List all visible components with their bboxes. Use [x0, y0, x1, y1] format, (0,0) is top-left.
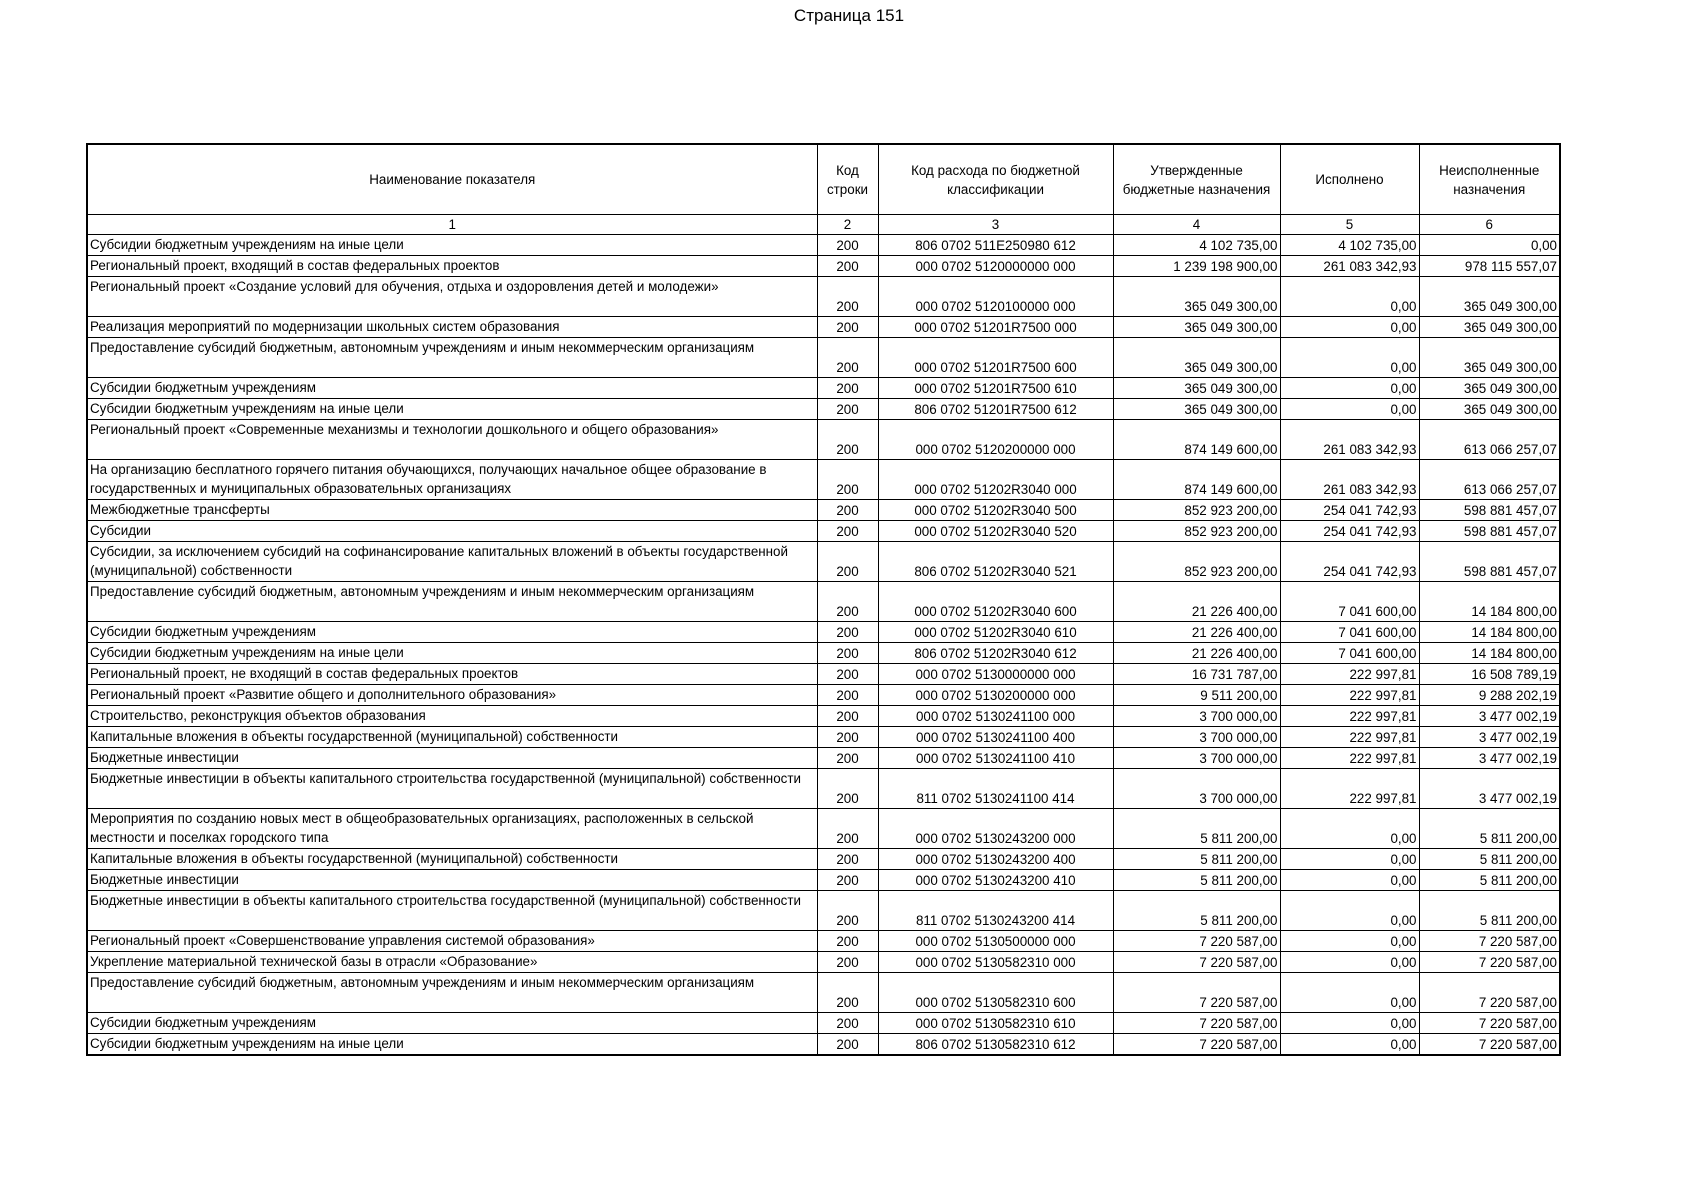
row-name: На организацию бесплатного горячего питания обучающихся, получающих начальное общее образование в государственных и муниципальных образовательных организациях — [87, 460, 817, 500]
row-name: Субсидии бюджетным учреждениям — [87, 378, 817, 399]
row-name: Капитальные вложения в объекты государственной (муниципальной) собственности — [87, 727, 817, 748]
table-row — [87, 317, 1560, 338]
row-name: Субсидии бюджетным учреждениям на иные цели — [87, 643, 817, 664]
row-classification-code: 000 0702 5130500000 000 — [878, 931, 1113, 952]
row-unexecuted: 7 220 587,00 — [1419, 952, 1560, 973]
row-name: Субсидии бюджетным учреждениям — [87, 1013, 817, 1034]
page-header: Страница 151 — [793, 6, 905, 25]
row-unexecuted: 5 811 200,00 — [1419, 870, 1560, 891]
row-name: Бюджетные инвестиции в объекты капитального строительства государственной (муниципальной) собственности — [87, 769, 817, 809]
row-line-code: 200 — [817, 338, 878, 378]
row-unexecuted: 365 049 300,00 — [1419, 277, 1560, 317]
column-header-unexecuted: Неисполненные назначения — [1419, 144, 1560, 215]
row-line-code: 200 — [817, 277, 878, 317]
row-approved: 874 149 600,00 — [1113, 460, 1280, 500]
row-line-code: 200 — [817, 399, 878, 420]
column-header-name: Наименование показателя — [87, 144, 817, 215]
row-classification-code: 000 0702 5130243200 400 — [878, 849, 1113, 870]
row-executed: 7 041 600,00 — [1280, 622, 1419, 643]
row-approved: 9 511 200,00 — [1113, 685, 1280, 706]
row-unexecuted: 978 115 557,07 — [1419, 256, 1560, 277]
row-executed: 0,00 — [1280, 931, 1419, 952]
row-classification-code: 000 0702 5130241100 410 — [878, 748, 1113, 769]
row-executed: 0,00 — [1280, 399, 1419, 420]
row-approved: 5 811 200,00 — [1113, 891, 1280, 931]
row-name: Субсидии бюджетным учреждениям на иные цели — [87, 1034, 817, 1056]
row-line-code: 200 — [817, 973, 878, 1013]
table-row — [87, 727, 1560, 748]
row-classification-code: 000 0702 5130582310 600 — [878, 973, 1113, 1013]
row-approved: 21 226 400,00 — [1113, 582, 1280, 622]
row-executed: 222 997,81 — [1280, 769, 1419, 809]
row-executed: 261 083 342,93 — [1280, 420, 1419, 460]
row-approved: 3 700 000,00 — [1113, 706, 1280, 727]
row-approved: 7 220 587,00 — [1113, 973, 1280, 1013]
column-number: 4 — [1113, 215, 1280, 235]
row-executed: 222 997,81 — [1280, 706, 1419, 727]
row-name: Реализация мероприятий по модернизации школьных систем образования — [87, 317, 817, 338]
table-row — [87, 582, 1560, 622]
row-approved: 21 226 400,00 — [1113, 622, 1280, 643]
row-executed: 254 041 742,93 — [1280, 521, 1419, 542]
table-row — [87, 235, 1560, 256]
row-executed: 0,00 — [1280, 891, 1419, 931]
row-approved: 3 700 000,00 — [1113, 727, 1280, 748]
row-unexecuted: 7 220 587,00 — [1419, 931, 1560, 952]
row-unexecuted: 3 477 002,19 — [1419, 769, 1560, 809]
table-row — [87, 706, 1560, 727]
table-row — [87, 622, 1560, 643]
row-name: Региональный проект «Развитие общего и дополнительного образования» — [87, 685, 817, 706]
table-body — [87, 235, 1560, 1056]
row-unexecuted: 613 066 257,07 — [1419, 460, 1560, 500]
row-approved: 365 049 300,00 — [1113, 378, 1280, 399]
row-unexecuted: 7 220 587,00 — [1419, 973, 1560, 1013]
row-unexecuted: 365 049 300,00 — [1419, 317, 1560, 338]
row-line-code: 200 — [817, 460, 878, 500]
row-unexecuted: 14 184 800,00 — [1419, 582, 1560, 622]
row-executed: 254 041 742,93 — [1280, 500, 1419, 521]
row-name: Межбюджетные трансферты — [87, 500, 817, 521]
row-unexecuted: 0,00 — [1419, 235, 1560, 256]
row-name: Бюджетные инвестиции — [87, 870, 817, 891]
table-row — [87, 809, 1560, 849]
row-name: Региональный проект, не входящий в состав федеральных проектов — [87, 664, 817, 685]
row-line-code: 200 — [817, 643, 878, 664]
row-line-code: 200 — [817, 235, 878, 256]
row-approved: 852 923 200,00 — [1113, 542, 1280, 582]
row-unexecuted: 3 477 002,19 — [1419, 727, 1560, 748]
row-unexecuted: 16 508 789,19 — [1419, 664, 1560, 685]
row-classification-code: 000 0702 5130241100 400 — [878, 727, 1113, 748]
row-executed: 0,00 — [1280, 870, 1419, 891]
row-name: Предоставление субсидий бюджетным, автономным учреждениям и иным некоммерческим организациям — [87, 338, 817, 378]
table-row — [87, 420, 1560, 460]
table-row — [87, 769, 1560, 809]
row-line-code: 200 — [817, 420, 878, 460]
row-classification-code: 806 0702 51202R3040 612 — [878, 643, 1113, 664]
row-line-code: 200 — [817, 1013, 878, 1034]
row-name: Мероприятия по созданию новых мест в общеобразовательных организациях, расположенных в сельской местности и поселках городского типа — [87, 809, 817, 849]
row-classification-code: 000 0702 51202R3040 520 — [878, 521, 1113, 542]
row-classification-code: 000 0702 5130582310 610 — [878, 1013, 1113, 1034]
row-approved: 4 102 735,00 — [1113, 235, 1280, 256]
row-classification-code: 000 0702 5130243200 410 — [878, 870, 1113, 891]
table-row — [87, 542, 1560, 582]
table-row — [87, 973, 1560, 1013]
row-classification-code: 806 0702 51201R7500 612 — [878, 399, 1113, 420]
row-approved: 21 226 400,00 — [1113, 643, 1280, 664]
row-executed: 222 997,81 — [1280, 727, 1419, 748]
row-classification-code: 000 0702 5130000000 000 — [878, 664, 1113, 685]
row-unexecuted: 5 811 200,00 — [1419, 809, 1560, 849]
column-header-executed: Исполнено — [1280, 144, 1419, 215]
row-unexecuted: 598 881 457,07 — [1419, 500, 1560, 521]
row-line-code: 200 — [817, 317, 878, 338]
row-unexecuted: 5 811 200,00 — [1419, 849, 1560, 870]
row-line-code: 200 — [817, 256, 878, 277]
row-name: Капитальные вложения в объекты государственной (муниципальной) собственности — [87, 849, 817, 870]
row-name: Строительство, реконструкция объектов образования — [87, 706, 817, 727]
row-classification-code: 000 0702 5130241100 000 — [878, 706, 1113, 727]
row-name: Бюджетные инвестиции в объекты капитального строительства государственной (муниципальной) собственности — [87, 891, 817, 931]
row-name: Бюджетные инвестиции — [87, 748, 817, 769]
row-line-code: 200 — [817, 849, 878, 870]
row-name: Субсидии бюджетным учреждениям на иные цели — [87, 399, 817, 420]
row-name: Субсидии бюджетным учреждениям на иные цели — [87, 235, 817, 256]
table-row — [87, 500, 1560, 521]
row-line-code: 200 — [817, 809, 878, 849]
column-header-approved: Утвержденные бюджетные назначения — [1113, 144, 1280, 215]
row-classification-code: 000 0702 5120100000 000 — [878, 277, 1113, 317]
row-line-code: 200 — [817, 664, 878, 685]
row-unexecuted: 9 288 202,19 — [1419, 685, 1560, 706]
row-classification-code: 000 0702 5130243200 000 — [878, 809, 1113, 849]
row-classification-code: 806 0702 51202R3040 521 — [878, 542, 1113, 582]
table-row — [87, 664, 1560, 685]
row-line-code: 200 — [817, 1034, 878, 1056]
row-unexecuted: 3 477 002,19 — [1419, 748, 1560, 769]
row-name: Региональный проект «Современные механизмы и технологии дошкольного и общего образования» — [87, 420, 817, 460]
table-row — [87, 870, 1560, 891]
row-name: Субсидии, за исключением субсидий на софинансирование капитальных вложений в объекты государственной (муниципальной) собственности — [87, 542, 817, 582]
row-approved: 852 923 200,00 — [1113, 500, 1280, 521]
column-number: 5 — [1280, 215, 1419, 235]
row-classification-code: 000 0702 5120200000 000 — [878, 420, 1113, 460]
row-classification-code: 000 0702 51201R7500 600 — [878, 338, 1113, 378]
row-executed: 0,00 — [1280, 338, 1419, 378]
table-row — [87, 399, 1560, 420]
column-number: 6 — [1419, 215, 1560, 235]
row-approved: 5 811 200,00 — [1113, 870, 1280, 891]
table-row — [87, 1013, 1560, 1034]
row-executed: 222 997,81 — [1280, 685, 1419, 706]
row-approved: 1 239 198 900,00 — [1113, 256, 1280, 277]
column-number: 1 — [87, 215, 817, 235]
row-approved: 16 731 787,00 — [1113, 664, 1280, 685]
row-executed: 222 997,81 — [1280, 664, 1419, 685]
row-classification-code: 000 0702 51202R3040 000 — [878, 460, 1113, 500]
row-classification-code: 000 0702 51201R7500 610 — [878, 378, 1113, 399]
row-executed: 254 041 742,93 — [1280, 542, 1419, 582]
table-row — [87, 521, 1560, 542]
row-executed: 0,00 — [1280, 1034, 1419, 1056]
row-executed: 0,00 — [1280, 317, 1419, 338]
column-header-line-code: Код строки — [817, 144, 878, 215]
row-name: Региональный проект «Создание условий для обучения, отдыха и оздоровления детей и молодежи» — [87, 277, 817, 317]
row-unexecuted: 365 049 300,00 — [1419, 399, 1560, 420]
table-row — [87, 748, 1560, 769]
row-name: Субсидии бюджетным учреждениям — [87, 622, 817, 643]
row-approved: 365 049 300,00 — [1113, 399, 1280, 420]
row-executed: 0,00 — [1280, 1013, 1419, 1034]
row-executed: 0,00 — [1280, 809, 1419, 849]
table-row — [87, 952, 1560, 973]
column-number: 2 — [817, 215, 878, 235]
row-unexecuted: 613 066 257,07 — [1419, 420, 1560, 460]
table-row — [87, 1034, 1560, 1056]
row-unexecuted: 3 477 002,19 — [1419, 706, 1560, 727]
row-executed: 0,00 — [1280, 849, 1419, 870]
row-approved: 5 811 200,00 — [1113, 809, 1280, 849]
row-classification-code: 811 0702 5130241100 414 — [878, 769, 1113, 809]
row-unexecuted: 365 049 300,00 — [1419, 378, 1560, 399]
row-line-code: 200 — [817, 542, 878, 582]
row-executed: 4 102 735,00 — [1280, 235, 1419, 256]
row-approved: 365 049 300,00 — [1113, 277, 1280, 317]
table-row — [87, 643, 1560, 664]
row-line-code: 200 — [817, 931, 878, 952]
row-classification-code: 000 0702 51202R3040 610 — [878, 622, 1113, 643]
row-executed: 261 083 342,93 — [1280, 256, 1419, 277]
row-classification-code: 000 0702 5130200000 000 — [878, 685, 1113, 706]
row-classification-code: 806 0702 511E250980 612 — [878, 235, 1113, 256]
row-executed: 7 041 600,00 — [1280, 643, 1419, 664]
row-name: Региональный проект «Совершенствование управления системой образования» — [87, 931, 817, 952]
table-row — [87, 849, 1560, 870]
row-executed: 0,00 — [1280, 952, 1419, 973]
row-unexecuted: 5 811 200,00 — [1419, 891, 1560, 931]
table-row — [87, 256, 1560, 277]
row-unexecuted: 365 049 300,00 — [1419, 338, 1560, 378]
table-row — [87, 685, 1560, 706]
row-approved: 7 220 587,00 — [1113, 1034, 1280, 1056]
row-approved: 852 923 200,00 — [1113, 521, 1280, 542]
row-executed: 7 041 600,00 — [1280, 582, 1419, 622]
row-line-code: 200 — [817, 891, 878, 931]
row-line-code: 200 — [817, 769, 878, 809]
table-header-row — [87, 144, 1560, 215]
row-classification-code: 000 0702 51201R7500 000 — [878, 317, 1113, 338]
row-executed: 0,00 — [1280, 378, 1419, 399]
row-executed: 222 997,81 — [1280, 748, 1419, 769]
row-name: Предоставление субсидий бюджетным, автономным учреждениям и иным некоммерческим организациям — [87, 582, 817, 622]
row-line-code: 200 — [817, 521, 878, 542]
row-classification-code: 000 0702 5120000000 000 — [878, 256, 1113, 277]
row-line-code: 200 — [817, 727, 878, 748]
row-name: Субсидии — [87, 521, 817, 542]
row-unexecuted: 598 881 457,07 — [1419, 521, 1560, 542]
row-name: Укрепление материальной технической базы в отрасли «Образование» — [87, 952, 817, 973]
row-executed: 261 083 342,93 — [1280, 460, 1419, 500]
row-approved: 3 700 000,00 — [1113, 748, 1280, 769]
row-line-code: 200 — [817, 748, 878, 769]
row-approved: 5 811 200,00 — [1113, 849, 1280, 870]
row-classification-code: 000 0702 51202R3040 500 — [878, 500, 1113, 521]
row-classification-code: 000 0702 5130582310 000 — [878, 952, 1113, 973]
row-line-code: 200 — [817, 378, 878, 399]
row-approved: 7 220 587,00 — [1113, 1013, 1280, 1034]
row-executed: 0,00 — [1280, 973, 1419, 1013]
table-row — [87, 378, 1560, 399]
budget-report-table — [86, 143, 1561, 1056]
row-line-code: 200 — [817, 685, 878, 706]
row-approved: 7 220 587,00 — [1113, 931, 1280, 952]
row-line-code: 200 — [817, 870, 878, 891]
row-unexecuted: 598 881 457,07 — [1419, 542, 1560, 582]
row-line-code: 200 — [817, 582, 878, 622]
row-line-code: 200 — [817, 706, 878, 727]
row-classification-code: 811 0702 5130243200 414 — [878, 891, 1113, 931]
column-number-row — [87, 215, 1560, 235]
row-line-code: 200 — [817, 952, 878, 973]
row-unexecuted: 7 220 587,00 — [1419, 1013, 1560, 1034]
row-line-code: 200 — [817, 622, 878, 643]
row-classification-code: 000 0702 51202R3040 600 — [878, 582, 1113, 622]
row-unexecuted: 14 184 800,00 — [1419, 622, 1560, 643]
column-number: 3 — [878, 215, 1113, 235]
row-approved: 3 700 000,00 — [1113, 769, 1280, 809]
row-approved: 365 049 300,00 — [1113, 317, 1280, 338]
row-approved: 365 049 300,00 — [1113, 338, 1280, 378]
row-name: Региональный проект, входящий в состав федеральных проектов — [87, 256, 817, 277]
row-executed: 0,00 — [1280, 277, 1419, 317]
row-line-code: 200 — [817, 500, 878, 521]
row-name: Предоставление субсидий бюджетным, автономным учреждениям и иным некоммерческим организациям — [87, 973, 817, 1013]
table-row — [87, 891, 1560, 931]
table-row — [87, 931, 1560, 952]
row-approved: 874 149 600,00 — [1113, 420, 1280, 460]
row-unexecuted: 7 220 587,00 — [1419, 1034, 1560, 1056]
table-row — [87, 338, 1560, 378]
column-header-classification-code: Код расхода по бюджетной классификации — [878, 144, 1113, 215]
row-classification-code: 806 0702 5130582310 612 — [878, 1034, 1113, 1056]
row-unexecuted: 14 184 800,00 — [1419, 643, 1560, 664]
table-row — [87, 277, 1560, 317]
table-row — [87, 460, 1560, 500]
row-approved: 7 220 587,00 — [1113, 952, 1280, 973]
